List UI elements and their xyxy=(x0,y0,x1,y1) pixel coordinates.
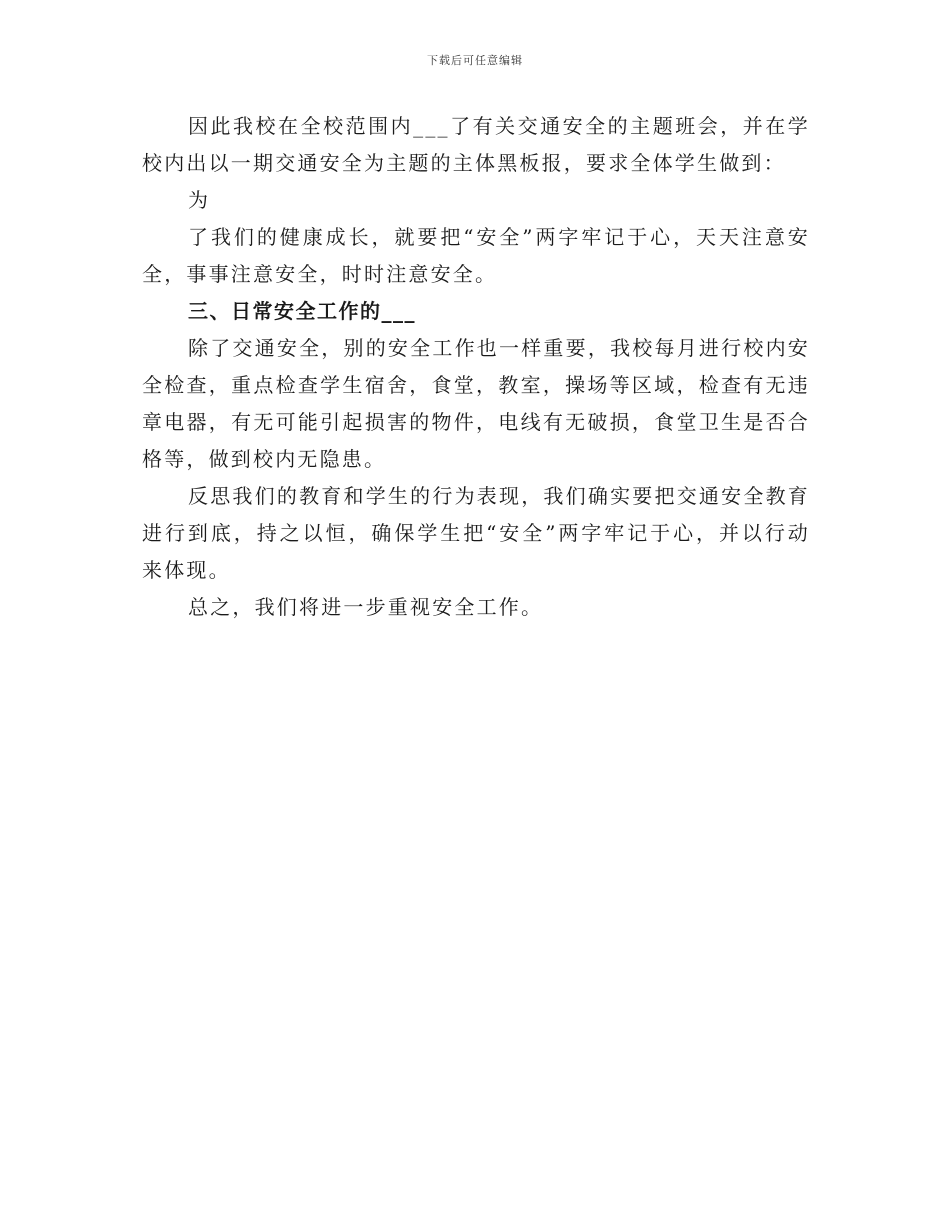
paragraph-safety-inspection: 除了交通安全，别的安全工作也一样重要，我校每月进行校内安全检查，重点检查学生宿舍，食堂，教室，操场等区域，检查有无违章电器，有无可能引起损害的物件，电线有无破损，食堂卫生是否合格等，做到校内无隐患。 xyxy=(142,336,810,471)
paragraph-healthy-growth: 了我们的健康成长，就要把“安全”两字牢记于心，天天注意安全，事事注意安全，时时注意安全。 xyxy=(142,225,810,286)
paragraph-theme-meeting: 因此我校在全校范围内___了有关交通安全的主题班会，并在学校内出以一期交通安全为主题的主体黑板报，要求全体学生做到： xyxy=(142,114,810,175)
document-body xyxy=(142,108,810,626)
paragraph-conclusion: 总之，我们将进一步重视安全工作。 xyxy=(188,595,544,619)
section-heading-daily-safety: 三、日常安全工作的___ xyxy=(188,299,416,323)
page-header: 下载后可任意编辑 xyxy=(427,54,523,67)
paragraph-fragment-wei: 为 xyxy=(188,188,211,212)
paragraph-reflection: 反思我们的教育和学生的行为表现，我们确实要把交通安全教育进行到底，持之以恒，确保学生把“安全”两字牢记于心，并以行动来体现。 xyxy=(142,484,810,582)
